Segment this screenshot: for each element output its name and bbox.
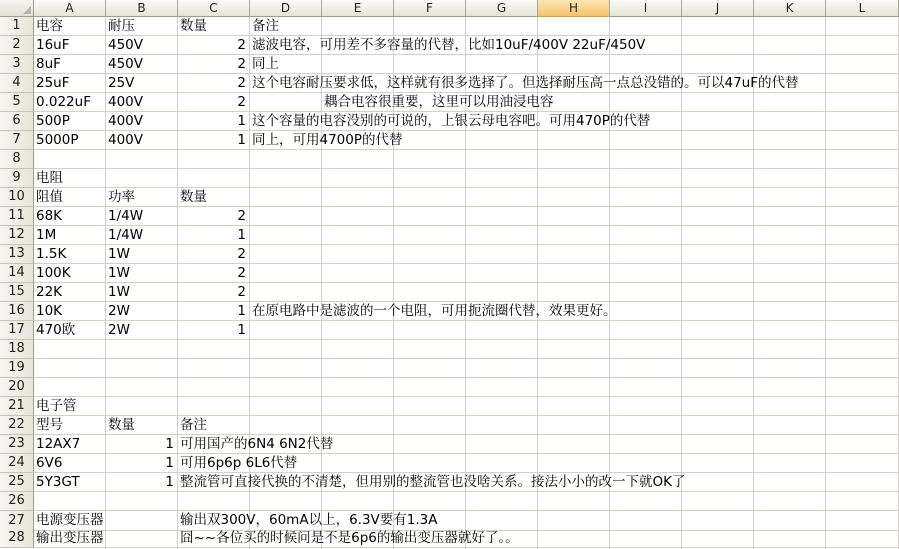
row-header-7[interactable]: 7 [0, 131, 34, 150]
gridline-horizontal [34, 358, 899, 359]
gridline-horizontal [34, 377, 899, 378]
row-header-15[interactable]: 15 [0, 283, 34, 302]
gridline-horizontal [34, 206, 899, 207]
column-header-d[interactable]: D [250, 0, 322, 17]
column-header-a[interactable]: A [34, 0, 106, 17]
cell-c12[interactable]: 1 [237, 227, 246, 243]
row-header-23[interactable]: 23 [0, 435, 34, 454]
gridline-horizontal [34, 168, 899, 169]
cell-c25[interactable]: 整流管可直接代换的不清楚，但用别的整流管也没啥关系。接法小小的改一下就OK了 [180, 474, 686, 490]
cell-a4[interactable]: 25uF [36, 75, 70, 91]
column-header-b[interactable]: B [106, 0, 178, 17]
gridline-horizontal [34, 282, 899, 283]
row-header-13[interactable]: 13 [0, 245, 34, 264]
cell-b7[interactable]: 400V [108, 132, 144, 148]
cell-a2[interactable]: 16uF [36, 37, 70, 53]
cell-b23[interactable]: 1 [165, 436, 174, 452]
cell-b14[interactable]: 1W [108, 265, 130, 281]
row-header-26[interactable]: 26 [0, 492, 34, 511]
row-header-16[interactable]: 16 [0, 302, 34, 321]
cell-d16[interactable]: 在原电路中是滤波的一个电阻，可用扼流圈代替，效果更好。 [252, 303, 617, 319]
cell-a22[interactable]: 型号 [36, 417, 63, 433]
cell-d7[interactable]: 同上，可用4700P的代替 [252, 132, 403, 148]
column-header-h[interactable]: H [538, 0, 610, 17]
cell-b17[interactable]: 2W [108, 322, 130, 338]
column-header-g[interactable]: G [466, 0, 538, 17]
row-header-22[interactable]: 22 [0, 416, 34, 435]
cell-a13[interactable]: 1.5K [36, 246, 67, 262]
cell-b3[interactable]: 450V [108, 56, 144, 72]
cell-a12[interactable]: 1M [36, 227, 57, 243]
column-header-k[interactable]: K [754, 0, 826, 17]
cell-c27[interactable]: 输出双300V，60mA以上，6.3V要有1.3A [180, 512, 438, 528]
gridline-horizontal [34, 187, 899, 188]
cell-c24[interactable]: 可用6p6p 6L6代替 [180, 455, 298, 471]
cell-a15[interactable]: 22K [36, 284, 63, 300]
column-header-e[interactable]: E [322, 0, 394, 17]
cell-a21[interactable]: 电子管 [36, 398, 77, 414]
row-header-1[interactable]: 1 [0, 17, 34, 36]
gridline-horizontal [34, 415, 899, 416]
cell-a3[interactable]: 8uF [36, 56, 61, 72]
row-header-17[interactable]: 17 [0, 321, 34, 340]
gridline-horizontal [34, 339, 899, 340]
cell-a1[interactable]: 电容 [36, 18, 63, 34]
row-header-9[interactable]: 9 [0, 169, 34, 188]
row-header-27[interactable]: 27 [0, 511, 34, 531]
cell-d1[interactable]: 备注 [252, 18, 279, 34]
cell-a5[interactable]: 0.022uF [36, 94, 91, 110]
cell-e5[interactable]: 耦合电容很重要，这里可以用油浸电容 [324, 94, 554, 110]
cell-c22[interactable]: 备注 [180, 417, 207, 433]
column-header-j[interactable]: J [682, 0, 754, 17]
cell-b13[interactable]: 1W [108, 246, 130, 262]
cell-b4[interactable]: 25V [108, 75, 135, 91]
cell-b10[interactable]: 功率 [108, 189, 135, 205]
row-header-11[interactable]: 11 [0, 207, 34, 226]
cell-c7[interactable]: 1 [237, 132, 246, 148]
cell-c17[interactable]: 1 [237, 322, 246, 338]
cell-a11[interactable]: 68K [36, 208, 63, 224]
row-header-18[interactable]: 18 [0, 340, 34, 359]
gridline-horizontal [34, 225, 899, 226]
cell-c13[interactable]: 2 [237, 246, 246, 262]
cell-c6[interactable]: 1 [237, 113, 246, 129]
cell-d3[interactable]: 同上 [252, 56, 279, 72]
cell-a10[interactable]: 阻值 [36, 189, 63, 205]
cell-b12[interactable]: 1/4W [108, 227, 144, 243]
cell-a6[interactable]: 500P [36, 113, 70, 129]
row-header-6[interactable]: 6 [0, 112, 34, 131]
cell-a24[interactable]: 6V6 [36, 455, 63, 471]
cell-c5[interactable]: 2 [237, 94, 246, 110]
cell-c14[interactable]: 2 [237, 265, 246, 281]
cell-c2[interactable]: 2 [237, 37, 246, 53]
gridline-horizontal [34, 510, 899, 511]
cell-c16[interactable]: 1 [237, 303, 246, 319]
cell-a9[interactable]: 电阻 [36, 170, 63, 186]
cell-d6[interactable]: 这个容量的电容没别的可说的，上银云母电容吧。可用470P的代替 [252, 113, 651, 129]
gridline-horizontal [34, 244, 899, 245]
cell-c3[interactable]: 2 [237, 56, 246, 72]
gridline-horizontal [34, 396, 899, 397]
row-header-19[interactable]: 19 [0, 359, 34, 378]
cell-b2[interactable]: 450V [108, 37, 144, 53]
column-header-i[interactable]: I [610, 0, 682, 17]
cell-c4[interactable]: 2 [237, 75, 246, 91]
row-header-24[interactable]: 24 [0, 454, 34, 473]
cell-c28[interactable]: 囧~~各位买的时候问是不是6p6的输出变压器就好了。。 [180, 530, 519, 546]
cell-c15[interactable]: 2 [237, 284, 246, 300]
gridline-vertical [753, 17, 754, 549]
row-header-14[interactable]: 14 [0, 264, 34, 283]
row-header-4[interactable]: 4 [0, 74, 34, 93]
row-header-21[interactable]: 21 [0, 397, 34, 416]
gridline-horizontal [34, 149, 899, 150]
cell-c11[interactable]: 2 [237, 208, 246, 224]
cell-b22[interactable]: 数量 [108, 417, 135, 433]
column-header-l[interactable]: L [826, 0, 899, 17]
cell-d2[interactable]: 滤波电容，可用差不多容量的代替，比如10uF/400V 22uF/450V [252, 37, 646, 53]
row-header-25[interactable]: 25 [0, 473, 34, 492]
cell-a23[interactable]: 12AX7 [36, 436, 81, 452]
cell-a28[interactable]: 输出变压器 [36, 530, 104, 546]
gridline-vertical [825, 17, 826, 549]
gridline-vertical [681, 17, 682, 549]
row-header-20[interactable]: 20 [0, 378, 34, 397]
cell-a25[interactable]: 5Y3GT [36, 474, 80, 490]
cell-c10[interactable]: 数量 [180, 189, 207, 205]
row-header-5[interactable]: 5 [0, 93, 34, 112]
cell-a14[interactable]: 100K [36, 265, 71, 281]
cell-b6[interactable]: 400V [108, 113, 144, 129]
row-header-28[interactable]: 28 [0, 529, 34, 548]
column-header-c[interactable]: C [178, 0, 250, 17]
cell-b24[interactable]: 1 [165, 455, 174, 471]
select-all-corner[interactable] [0, 0, 34, 17]
cell-b15[interactable]: 1W [108, 284, 130, 300]
row-header-8[interactable]: 8 [0, 150, 34, 169]
cell-b16[interactable]: 2W [108, 303, 130, 319]
row-header-10[interactable]: 10 [0, 188, 34, 207]
row-header-12[interactable]: 12 [0, 226, 34, 245]
gridline-vertical [609, 17, 610, 549]
cell-c23[interactable]: 可用国产的6N4 6N2代替 [180, 436, 334, 452]
cell-b11[interactable]: 1/4W [108, 208, 144, 224]
cell-a16[interactable]: 10K [36, 303, 63, 319]
row-header-2[interactable]: 2 [0, 36, 34, 55]
cell-d4[interactable]: 这个电容耐压要求低，这样就有很多选择了。但选择耐压高一点总没错的。可以47uF的代替 [252, 75, 799, 91]
cell-a17[interactable]: 470欧 [36, 322, 76, 338]
cell-b5[interactable]: 400V [108, 94, 144, 110]
cell-c1[interactable]: 数量 [180, 18, 207, 34]
cell-a27[interactable]: 电源变压器 [36, 512, 104, 528]
gridline-horizontal [34, 263, 899, 264]
cell-b1[interactable]: 耐压 [108, 18, 135, 34]
cell-a7[interactable]: 5000P [36, 132, 79, 148]
cell-b25[interactable]: 1 [165, 474, 174, 490]
row-header-3[interactable]: 3 [0, 55, 34, 74]
column-header-f[interactable]: F [394, 0, 466, 17]
